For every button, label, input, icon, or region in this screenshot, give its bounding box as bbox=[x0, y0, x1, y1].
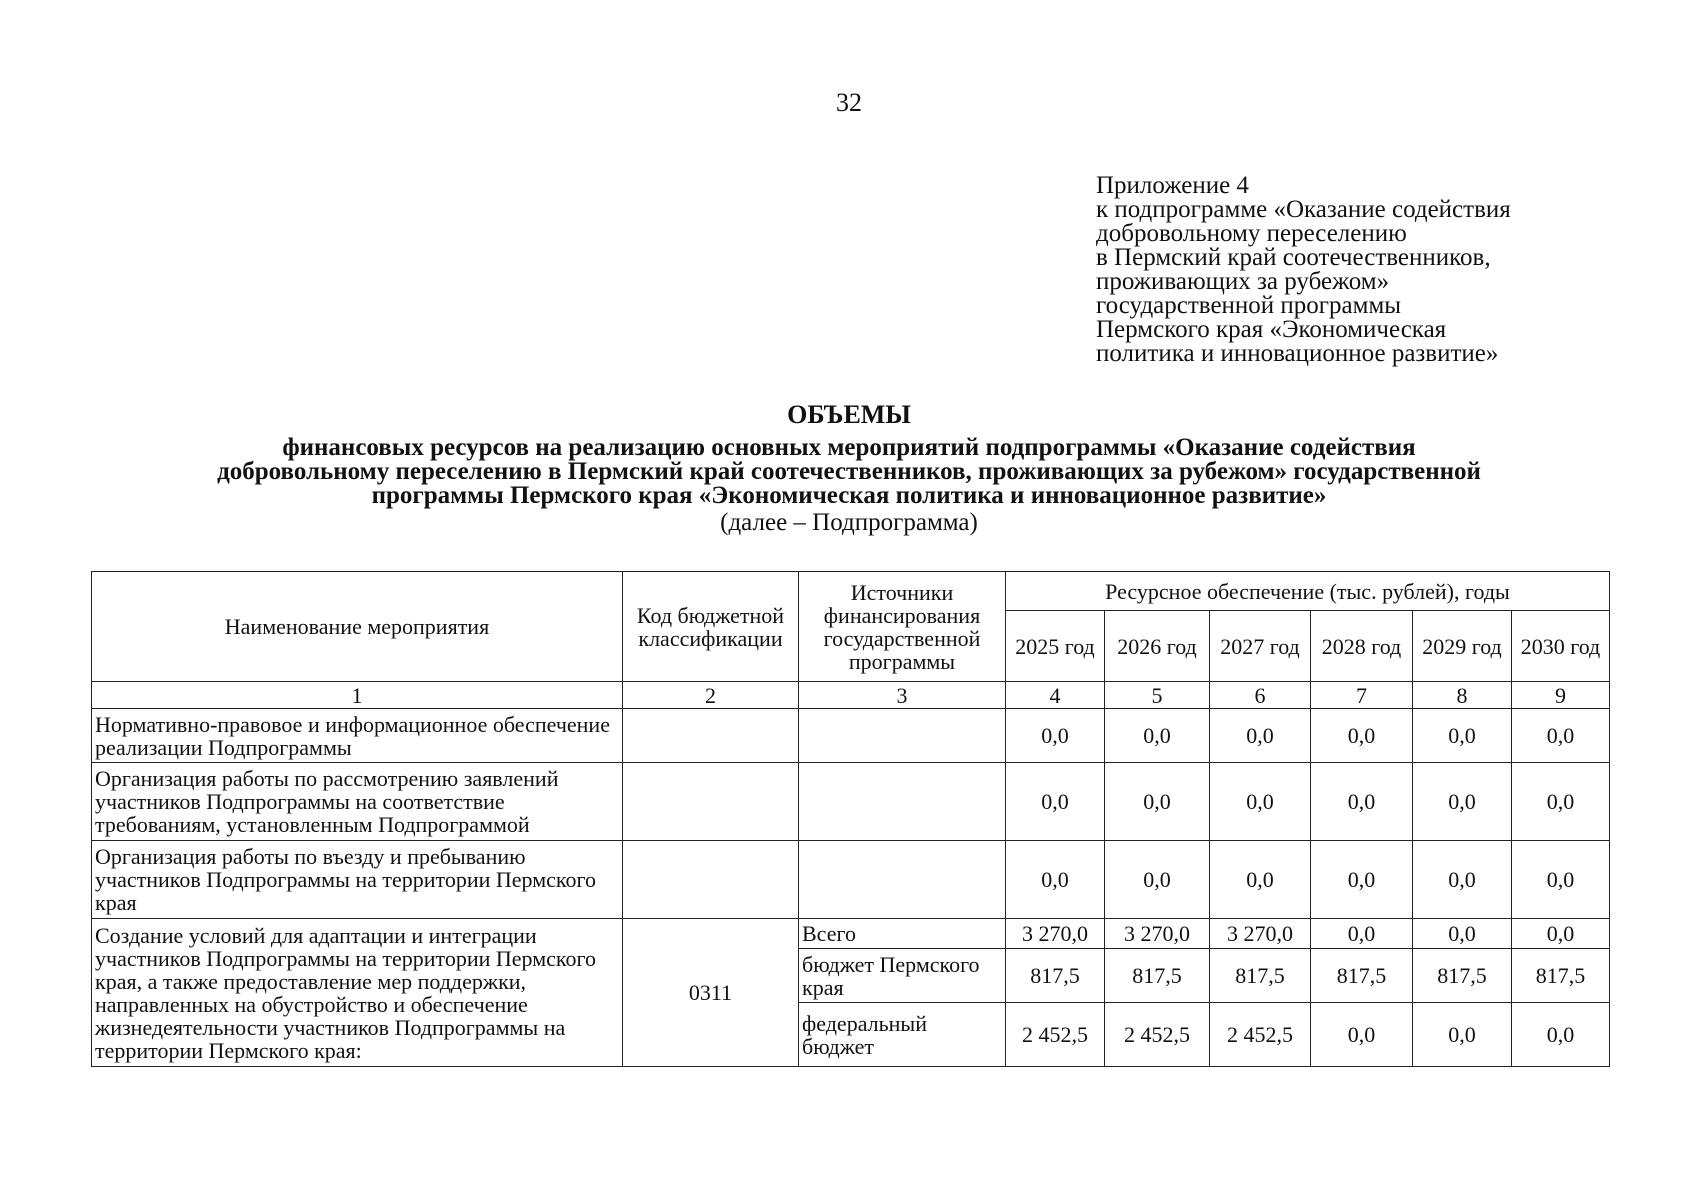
row-name: Нормативно-правовое и информационное обеспечение реализации Подпрограммы bbox=[92, 709, 623, 763]
group-source: бюджет Пермского края bbox=[799, 949, 1006, 1003]
subtitle-note: (далее – Подпрограмма) bbox=[720, 509, 978, 536]
header-year: 2027 год bbox=[1210, 611, 1311, 682]
group-value: 3 270,0 bbox=[1105, 919, 1210, 949]
row-value: 0,0 bbox=[1413, 763, 1512, 841]
row-value: 0,0 bbox=[1311, 841, 1413, 919]
column-number-row bbox=[92, 682, 1610, 709]
group-source: Всего bbox=[799, 919, 1006, 949]
row-value: 0,0 bbox=[1006, 709, 1105, 763]
subtitle-line: добровольному переселению в Пермский край соотечественников, проживающих за рубежом» государственной bbox=[217, 458, 1481, 485]
row-value: 0,0 bbox=[1512, 763, 1610, 841]
group-value: 0,0 bbox=[1311, 919, 1413, 949]
group-value: 817,5 bbox=[1311, 949, 1413, 1003]
group-value: 2 452,5 bbox=[1210, 1003, 1311, 1067]
group-value: 817,5 bbox=[1210, 949, 1311, 1003]
group-code: 0311 bbox=[623, 919, 799, 1067]
appendix-line: добровольному переселению bbox=[1096, 220, 1407, 247]
row-value: 0,0 bbox=[1210, 763, 1311, 841]
row-name: Организация работы по рассмотрению заявлений участников Подпрограммы на соответствие требованиям, установленным Подпрограммой bbox=[92, 763, 623, 841]
header-year: 2026 год bbox=[1105, 611, 1210, 682]
group-value: 2 452,5 bbox=[1105, 1003, 1210, 1067]
row-value: 0,0 bbox=[1105, 709, 1210, 763]
appendix-line: государственной программы bbox=[1096, 292, 1402, 319]
appendix-line: к подпрограмме «Оказание содействия bbox=[1096, 196, 1511, 223]
table-row bbox=[92, 841, 1610, 919]
table-row bbox=[92, 763, 1610, 841]
row-source bbox=[799, 763, 1006, 841]
header-year: 2025 год bbox=[1006, 611, 1105, 682]
row-code bbox=[623, 841, 799, 919]
page-number: 32 bbox=[836, 88, 862, 117]
column-number: 7 bbox=[1311, 682, 1413, 709]
header-year: 2030 год bbox=[1512, 611, 1610, 682]
row-value: 0,0 bbox=[1413, 841, 1512, 919]
column-number: 8 bbox=[1413, 682, 1512, 709]
group-value: 3 270,0 bbox=[1006, 919, 1105, 949]
financing-table bbox=[91, 571, 1610, 1067]
row-value: 0,0 bbox=[1413, 709, 1512, 763]
row-name: Организация работы по въезду и пребыванию участников Подпрограммы на территории Пермского края bbox=[92, 841, 623, 919]
row-value: 0,0 bbox=[1006, 763, 1105, 841]
subtitle-line: финансовых ресурсов на реализацию основных мероприятий подпрограммы «Оказание содействия bbox=[282, 434, 1416, 461]
group-value: 817,5 bbox=[1512, 949, 1610, 1003]
group-value: 3 270,0 bbox=[1210, 919, 1311, 949]
header-name: Наименование мероприятия bbox=[92, 572, 623, 682]
row-value: 0,0 bbox=[1210, 841, 1311, 919]
group-name: Создание условий для адаптации и интеграции участников Подпрограммы на территории Пермского края, а также предоставление мер поддержки, направленных на обустройство и обеспечение жизнедеятельности участников Подпрограммы на территории Пермского края: bbox=[92, 919, 623, 1067]
row-value: 0,0 bbox=[1512, 841, 1610, 919]
appendix-block bbox=[1096, 174, 1656, 366]
group-value: 817,5 bbox=[1006, 949, 1105, 1003]
group-value: 0,0 bbox=[1413, 1003, 1512, 1067]
column-number: 1 bbox=[92, 682, 623, 709]
group-value: 0,0 bbox=[1311, 1003, 1413, 1067]
header-year: 2029 год bbox=[1413, 611, 1512, 682]
group-source: федеральный бюджет bbox=[799, 1003, 1006, 1067]
document-subtitle bbox=[80, 436, 1618, 508]
column-number: 6 bbox=[1210, 682, 1311, 709]
document-title: ОБЪЕМЫ bbox=[787, 400, 911, 429]
appendix-line: политика и инновационное развитие» bbox=[1096, 340, 1499, 367]
row-source bbox=[799, 709, 1006, 763]
row-value: 0,0 bbox=[1311, 709, 1413, 763]
row-code bbox=[623, 763, 799, 841]
group-value: 817,5 bbox=[1413, 949, 1512, 1003]
column-number: 9 bbox=[1512, 682, 1610, 709]
column-number: 3 bbox=[799, 682, 1006, 709]
row-code bbox=[623, 709, 799, 763]
appendix-line: в Пермский край соотечественников, bbox=[1096, 244, 1491, 271]
column-number: 4 bbox=[1006, 682, 1105, 709]
header-sources: Источники финансирования государственной программы bbox=[799, 572, 1006, 682]
column-number: 5 bbox=[1105, 682, 1210, 709]
row-value: 0,0 bbox=[1105, 841, 1210, 919]
appendix-line: Пермского края «Экономическая bbox=[1096, 316, 1447, 343]
header-resources: Ресурсное обеспечение (тыс. рублей), годы bbox=[1006, 572, 1610, 611]
row-value: 0,0 bbox=[1006, 841, 1105, 919]
column-number: 2 bbox=[623, 682, 799, 709]
row-value: 0,0 bbox=[1210, 709, 1311, 763]
group-value: 2 452,5 bbox=[1006, 1003, 1105, 1067]
row-value: 0,0 bbox=[1311, 763, 1413, 841]
group-value: 817,5 bbox=[1105, 949, 1210, 1003]
appendix-line: Приложение 4 bbox=[1096, 172, 1249, 199]
group-value: 0,0 bbox=[1512, 1003, 1610, 1067]
appendix-line: проживающих за рубежом» bbox=[1096, 268, 1390, 295]
header-code: Код бюджетной классификации bbox=[623, 572, 799, 682]
table-row bbox=[92, 919, 1610, 949]
table-row bbox=[92, 709, 1610, 763]
group-value: 0,0 bbox=[1413, 919, 1512, 949]
subtitle-line: программы Пермского края «Экономическая политика и инновационное развитие» bbox=[371, 482, 1327, 509]
row-source bbox=[799, 841, 1006, 919]
row-value: 0,0 bbox=[1105, 763, 1210, 841]
group-value: 0,0 bbox=[1512, 919, 1610, 949]
header-year: 2028 год bbox=[1311, 611, 1413, 682]
row-value: 0,0 bbox=[1512, 709, 1610, 763]
